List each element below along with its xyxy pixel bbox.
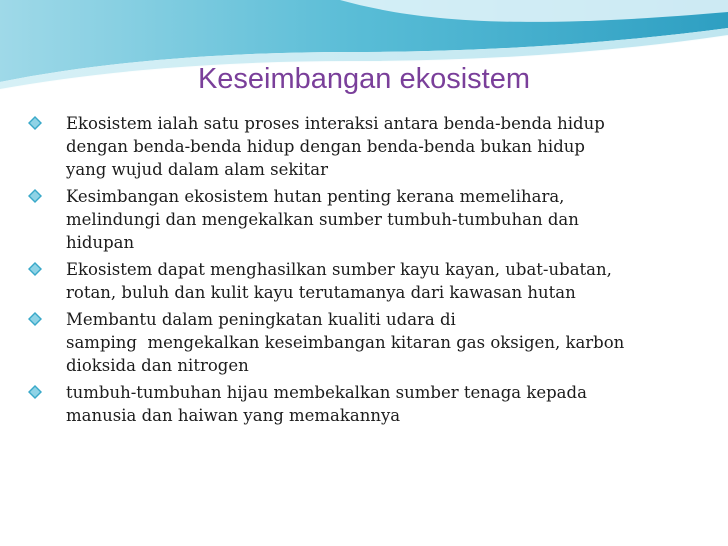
list-item: [22, 381, 702, 427]
teal-diamond-bullet-icon: [28, 385, 42, 399]
teal-diamond-bullet-icon: [28, 262, 42, 276]
bullet-text-line: manusia dan haiwan yang memakannya: [66, 406, 401, 425]
bullet-text-line: melindungi dan mengekalkan sumber tumbuh-tumbuhan dan: [66, 210, 579, 229]
list-item: [22, 258, 702, 304]
bullet-text-line: Kesimbangan ekosistem hutan penting kerana memelihara,: [66, 187, 565, 206]
bullet-text-line: Ekosistem dapat menghasilkan sumber kayu kayan, ubat-ubatan,: [66, 260, 612, 279]
bullet-list: [22, 112, 702, 431]
list-item: [22, 185, 702, 254]
bullet-text-line: Membantu dalam peningkatan kualiti udara di: [66, 310, 456, 329]
list-item: [22, 308, 702, 377]
slide-title: Keseimbangan ekosistem: [197, 63, 531, 95]
list-item: [22, 112, 702, 181]
teal-diamond-bullet-icon: [28, 189, 42, 203]
teal-diamond-bullet-icon: [28, 312, 42, 326]
bullet-text-line: hidupan: [66, 233, 135, 252]
bullet-text-line: samping mengekalkan keseimbangan kitaran gas oksigen, karbon: [66, 333, 625, 352]
bullet-text-line: yang wujud dalam alam sekitar: [66, 160, 329, 179]
teal-diamond-bullet-icon: [28, 116, 42, 130]
bullet-text-line: rotan, buluh dan kulit kayu terutamanya dari kawasan hutan: [66, 283, 576, 302]
bullet-text-line: dengan benda-benda hidup dengan benda-benda bukan hidup: [66, 137, 585, 156]
bullet-text-line: tumbuh-tumbuhan hijau membekalkan sumber tenaga kepada: [66, 383, 587, 402]
bullet-text-line: Ekosistem ialah satu proses interaksi antara benda-benda hidup: [66, 114, 605, 133]
bullet-text-line: dioksida dan nitrogen: [66, 356, 249, 375]
